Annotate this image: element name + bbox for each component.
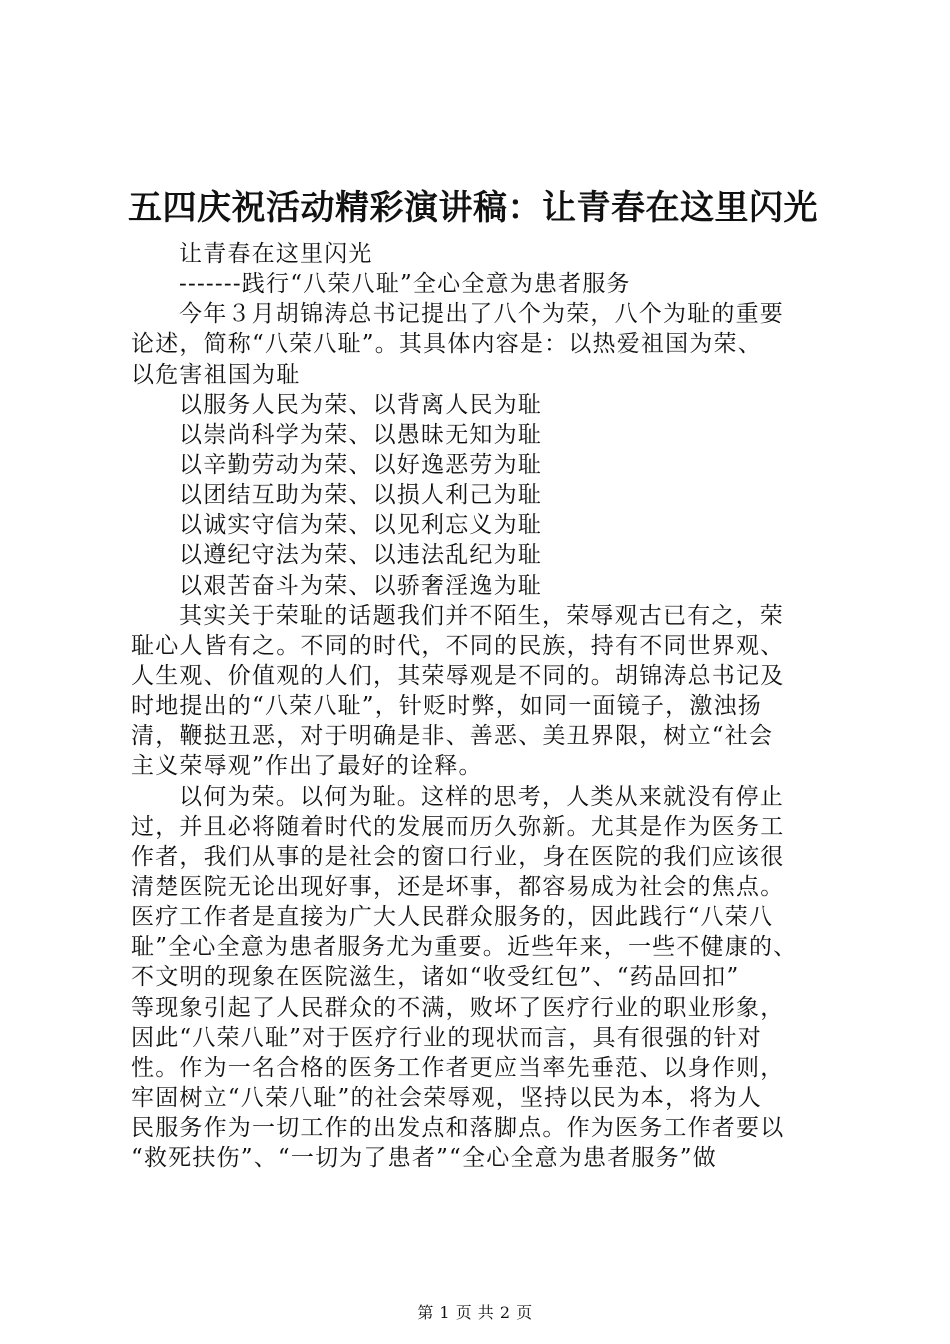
text-line: 民服务作为一切工作的出发点和落脚点。作为医务工作者要以 — [131, 1115, 785, 1142]
text-line: 以崇尚科学为荣、以愚昧无知为耻 — [179, 421, 542, 448]
text-line: 以辛勤劳动为荣、以好逸恶劳为耻 — [179, 451, 542, 478]
text-line: 以何为荣。以何为耻。这样的思考，人类从来就没有停止 — [179, 783, 784, 810]
text-line: 因此“八荣八耻”对于医疗行业的现状而言，具有很强的针对 — [131, 1024, 762, 1051]
text-line: 医疗工作者是直接为广大人民群众服务的，因此践行“八荣八 — [131, 904, 774, 931]
text-line: 清，鞭挞丑恶，对于明确是非、善恶、美丑界限，树立“社会 — [131, 723, 774, 750]
text-line: 不文明的现象在医院滋生，诸如“收受红包”、“药品回扣” — [131, 964, 740, 991]
text-line: 让青春在这里闪光 — [179, 241, 373, 267]
document-title: 五四庆祝活动精彩演讲稿：让青春在这里闪光 — [128, 188, 818, 228]
text-line: 以服务人民为荣、以背离人民为耻 — [179, 391, 542, 418]
text-line: 过，并且必将随着时代的发展而历久弥新。尤其是作为医务工 — [131, 813, 785, 840]
text-line: 主义荣辱观”作出了最好的诠释。 — [131, 753, 483, 780]
text-line: 牢固树立“八荣八耻”的社会荣辱观，坚持以民为本，将为人 — [131, 1084, 762, 1111]
text-line: “救死扶伤”、“一切为了患者”“全心全意为患者服务”做 — [131, 1145, 717, 1172]
document-body — [131, 239, 831, 1173]
text-line: 时地提出的“八荣八耻”，针贬时弊，如同一面镜子，激浊扬 — [131, 693, 762, 720]
text-line: 以艰苦奋斗为荣、以骄奢淫逸为耻 — [179, 572, 542, 599]
text-line: 清楚医院无论出现好事，还是坏事，都容易成为社会的焦点。 — [131, 873, 785, 900]
text-line: 以团结互助为荣、以损人利己为耻 — [179, 482, 542, 509]
text-line: 等现象引起了人民群众的不满，败坏了医疗行业的职业形象， — [131, 994, 785, 1021]
page-footer: 第 1 页 共 2 页 — [417, 1303, 533, 1322]
text-line: 以遵纪守法为荣、以违法乱纪为耻 — [179, 542, 542, 569]
text-line: -------践行“八荣八耻”全心全意为患者服务 — [179, 271, 631, 298]
text-line: 论述，简称“八荣八耻”。其具体内容是：以热爱祖国为荣、 — [131, 331, 762, 358]
text-line: 以危害祖国为耻 — [131, 361, 301, 388]
text-line: 耻心人皆有之。不同的时代，不同的民族，持有不同世界观、 — [131, 632, 785, 659]
text-line: 耻”全心全意为患者服务尤为重要。近些年来，一些不健康的、 — [131, 934, 798, 961]
text-line: 今年３月胡锦涛总书记提出了八个为荣，八个为耻的重要 — [179, 301, 784, 328]
text-line: 其实关于荣耻的话题我们并不陌生，荣辱观古已有之，荣 — [179, 602, 784, 629]
text-line: 人生观、价值观的人们，其荣辱观是不同的。胡锦涛总书记及 — [131, 662, 785, 689]
text-line: 以诚实守信为荣、以见利忘义为耻 — [179, 512, 542, 539]
text-line: 性。作为一名合格的医务工作者更应当率先垂范、以身作则， — [131, 1054, 785, 1081]
text-line: 作者，我们从事的是社会的窗口行业，身在医院的我们应该很 — [131, 843, 785, 870]
